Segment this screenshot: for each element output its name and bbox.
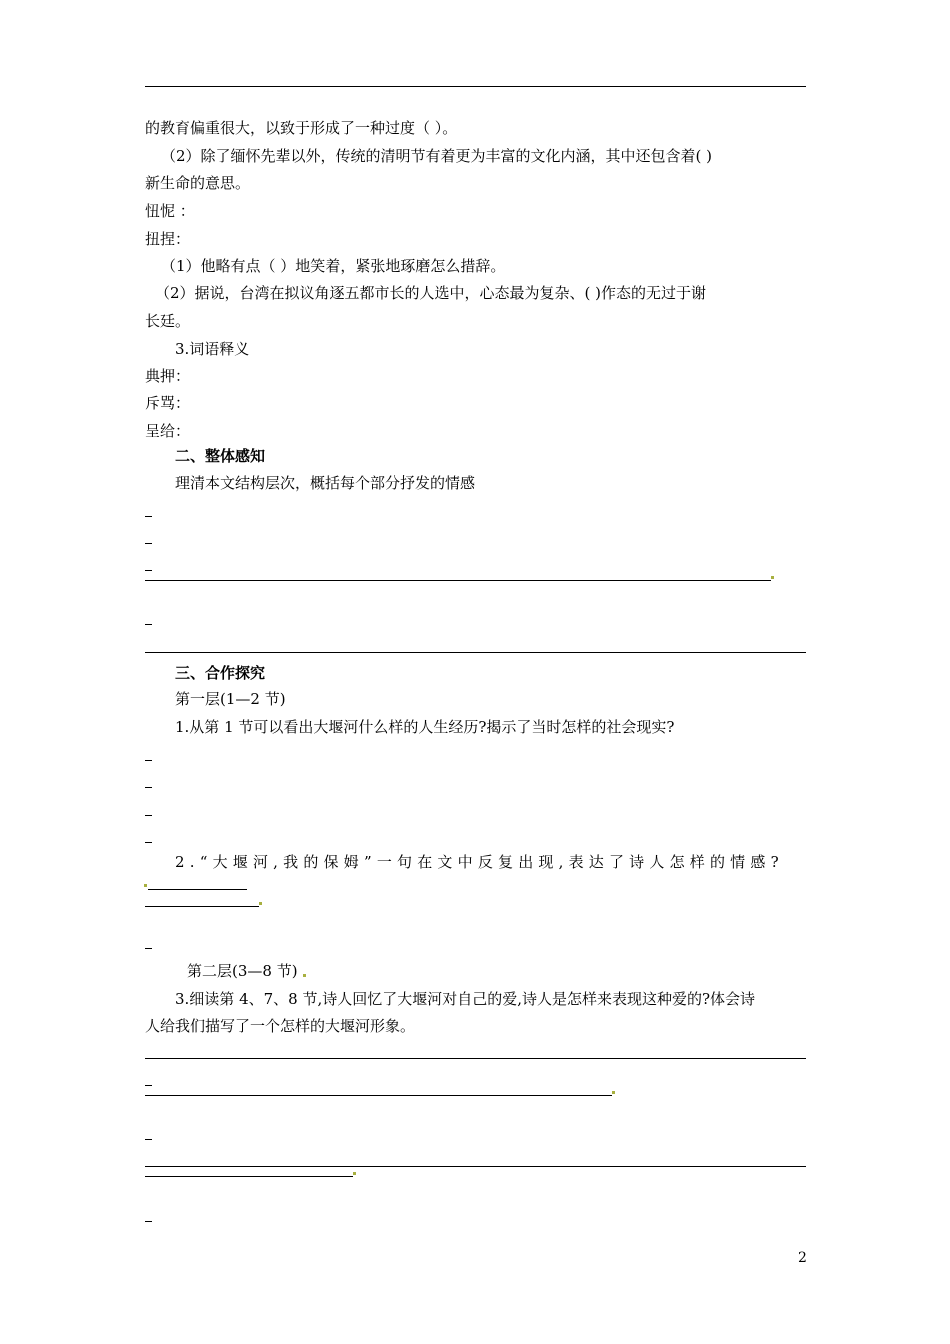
answer-line bbox=[148, 889, 247, 890]
section-2-prompt: 理清本文结构层次，概括每个部分抒发的情感 bbox=[175, 474, 476, 492]
vocab-item-2: 斥骂： bbox=[145, 394, 191, 412]
answer-dash bbox=[145, 1139, 152, 1140]
page-number: 2 bbox=[798, 1250, 807, 1266]
question-2: 2.“大堰河,我的保姆”一句在文中反复出现,表达了诗人怎样的情感? bbox=[175, 853, 784, 871]
header-rule bbox=[145, 86, 806, 87]
answer-dash bbox=[145, 516, 152, 517]
edit-mark bbox=[259, 902, 262, 905]
text-line-1: 的教育偏重很大，以致于形成了一种过度（ ）。 bbox=[145, 119, 458, 137]
question-3-line-1: 3.细读第 4、7、8 节,诗人回忆了大堰河对自己的爱,诗人是怎样来表现这种爱的?体会诗 bbox=[175, 990, 756, 1008]
layer-2-title: 第二层(3—8 节) bbox=[187, 962, 298, 980]
answer-line bbox=[145, 1058, 806, 1059]
answer-line bbox=[145, 1095, 612, 1096]
vocab-heading: 3.词语释义 bbox=[175, 340, 250, 358]
answer-dash bbox=[145, 1221, 152, 1222]
answer-dash bbox=[145, 624, 152, 625]
vocab-item-3: 呈给： bbox=[145, 422, 191, 440]
edit-mark bbox=[771, 576, 774, 579]
answer-line bbox=[145, 580, 771, 581]
answer-line bbox=[145, 1176, 353, 1177]
text-line-6: （1）他略有点（ ）地笑着，紧张地琢磨怎么措辞。 bbox=[161, 257, 506, 275]
answer-dash bbox=[145, 760, 152, 761]
text-line-7: （2）据说，台湾在拟议角逐五都市长的人选中，心态最为复杂、( )作态的无过于谢 bbox=[155, 284, 707, 302]
question-3-line-2: 人给我们描写了一个怎样的大堰河形象。 bbox=[145, 1017, 416, 1035]
answer-dash bbox=[145, 948, 152, 949]
edit-mark bbox=[612, 1091, 615, 1094]
text-line-4: 忸怩 ： bbox=[145, 202, 195, 220]
section-2-heading: 二、整体感知 bbox=[175, 447, 266, 465]
layer-1-title: 第一层(1—2 节) bbox=[175, 690, 286, 708]
answer-dash bbox=[145, 1085, 152, 1086]
text-line-2: （2）除了缅怀先辈以外，传统的清明节有着更为丰富的文化内涵，其中还包含着( ) bbox=[161, 147, 713, 165]
section-3-heading: 三、合作探究 bbox=[175, 664, 266, 682]
question-1: 1.从第 1 节可以看出大堰河什么样的人生经历?揭示了当时怎样的社会现实? bbox=[175, 718, 675, 736]
answer-dash bbox=[145, 842, 152, 843]
answer-line bbox=[145, 1166, 806, 1167]
edit-mark bbox=[353, 1172, 356, 1175]
text-line-3: 新生命的意思。 bbox=[145, 174, 251, 192]
answer-dash bbox=[145, 570, 152, 571]
answer-dash bbox=[145, 543, 152, 544]
answer-line bbox=[145, 906, 259, 907]
answer-line bbox=[145, 652, 806, 653]
answer-dash bbox=[145, 787, 152, 788]
text-line-8: 长廷。 bbox=[145, 312, 191, 330]
edit-mark bbox=[303, 974, 306, 977]
vocab-item-1: 典押： bbox=[145, 367, 191, 385]
text-line-5: 扭捏： bbox=[145, 230, 191, 248]
edit-mark bbox=[144, 884, 147, 887]
answer-dash bbox=[145, 815, 152, 816]
